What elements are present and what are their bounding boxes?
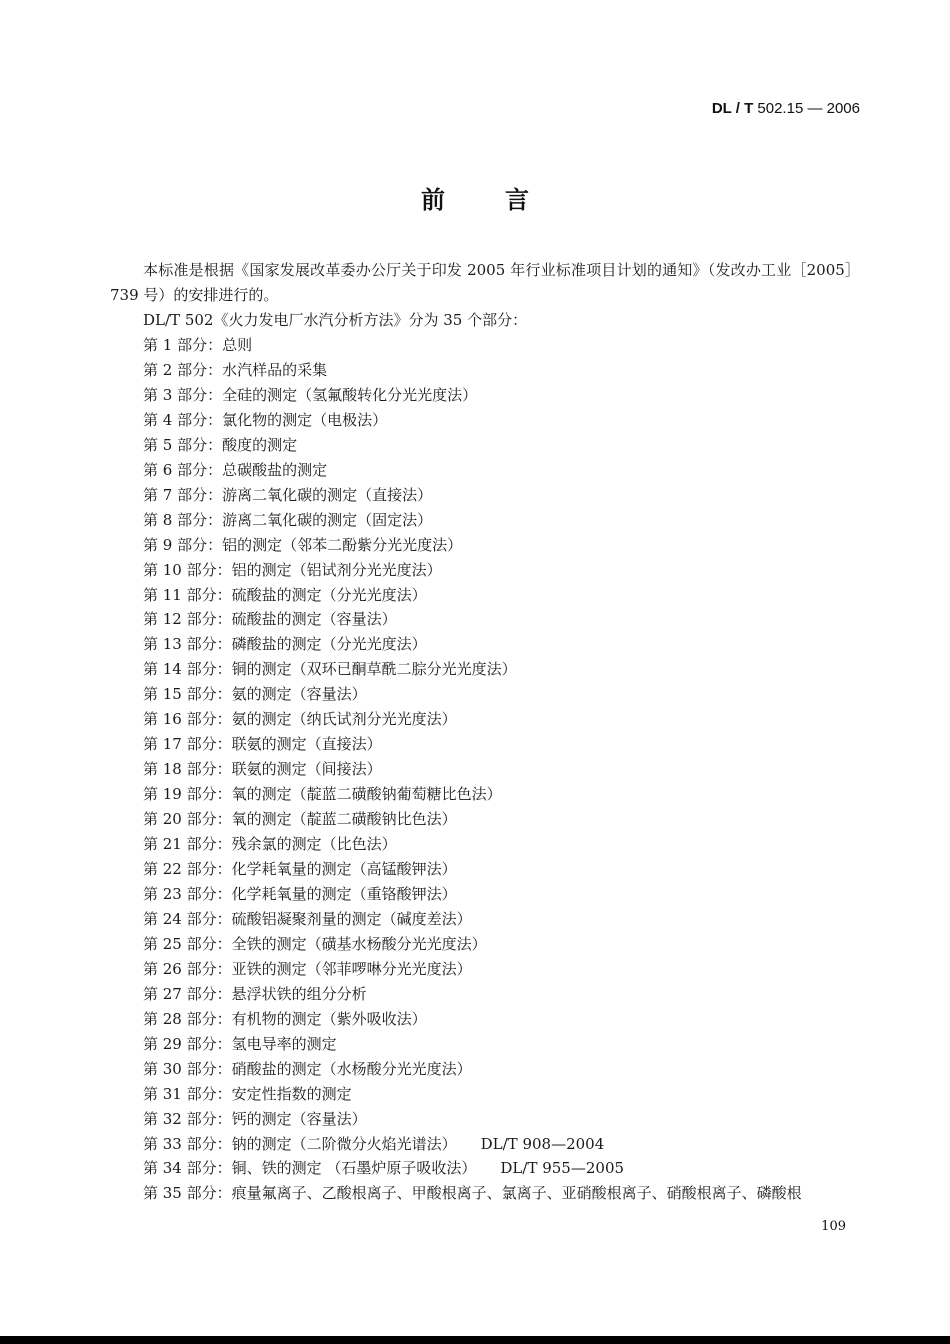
part-label: 第 29 部分： — [143, 1034, 232, 1053]
part-title: 氧的测定（靛蓝二磺酸钠葡萄糖比色法） — [231, 785, 502, 804]
part-title: 游离二氧化碳的测定（固定法） — [222, 510, 433, 529]
part-title: 残余氯的测定（比色法） — [231, 835, 397, 854]
intro-paragraph-1: 本标准是根据《国家发展改革委办公厅关于印发 2005 年行业标准项目计划的通知》（发改办工业［2005］739 号）的安排进行的。 — [110, 261, 860, 304]
part-label: 第 11 部分： — [143, 585, 232, 604]
part-title: 氧的测定（靛蓝二磺酸钠比色法） — [231, 810, 457, 829]
list-item — [110, 508, 860, 533]
part-label: 第 15 部分： — [143, 685, 232, 704]
part-title: 化学耗氧量的测定（重铬酸钾法） — [231, 884, 457, 903]
part-title: 氯化物的测定（电极法） — [222, 410, 388, 429]
part-label: 第 13 部分： — [143, 635, 232, 654]
list-item — [110, 1107, 860, 1132]
part-title: 氨的测定（容量法） — [231, 685, 367, 704]
part-title: 铝的测定（铝试剂分光光度法） — [231, 560, 442, 579]
part-title: 钠的测定（二阶微分火焰光谱法） — [231, 1134, 457, 1153]
list-item — [110, 1032, 860, 1057]
part-label: 第 16 部分： — [143, 710, 232, 729]
list-item — [110, 533, 860, 558]
list-item — [110, 383, 860, 408]
part-label: 第 30 部分： — [143, 1059, 232, 1078]
list-item — [110, 483, 860, 508]
part-title: 氢电导率的测定 — [231, 1034, 337, 1053]
list-item — [110, 1057, 860, 1082]
part-label: 第 12 部分： — [143, 610, 232, 629]
list-item — [110, 632, 860, 657]
part-label: 第 4 部分： — [143, 410, 223, 429]
part-label: 第 7 部分： — [143, 485, 223, 504]
standard-code-prefix: DL / T — [711, 100, 754, 117]
part-label: 第 35 部分： — [143, 1184, 232, 1203]
part-title: 化学耗氧量的测定（高锰酸钾法） — [231, 860, 457, 879]
list-item — [110, 732, 860, 757]
part-title: 联氨的测定（直接法） — [231, 735, 382, 754]
part-label: 第 2 部分： — [143, 360, 223, 379]
standard-code-header — [712, 100, 860, 117]
list-item — [110, 682, 860, 707]
page-title: 前言 — [421, 186, 589, 214]
list-item — [110, 982, 860, 1007]
list-item — [110, 607, 860, 632]
bottom-border — [0, 1336, 950, 1344]
list-item — [110, 782, 860, 807]
part-label: 第 18 部分： — [143, 760, 232, 779]
standard-code-number: 502.15 — 2006 — [757, 100, 860, 117]
part-title: 硫酸盐的测定（容量法） — [231, 610, 397, 629]
part-label: 第 6 部分： — [143, 460, 223, 479]
part-title: 铜、铁的测定 （石墨炉原子吸收法） — [231, 1159, 477, 1178]
part-label: 第 20 部分： — [143, 810, 232, 829]
part-title: 安定性指数的测定 — [231, 1084, 352, 1103]
list-item — [110, 1132, 860, 1157]
part-label: 第 8 部分： — [143, 510, 223, 529]
part-label: 第 24 部分： — [143, 909, 232, 928]
list-item — [110, 1082, 860, 1107]
part-title: 联氨的测定（间接法） — [231, 760, 382, 779]
part-title: 硫酸铝凝聚剂量的测定（碱度差法） — [231, 909, 472, 928]
part-label: 第 19 部分： — [143, 785, 232, 804]
list-item — [110, 807, 860, 832]
part-label: 第 28 部分： — [143, 1009, 232, 1028]
part-label: 第 32 部分： — [143, 1109, 232, 1128]
part-title: 水汽样品的采集 — [222, 360, 328, 379]
part-label: 第 31 部分： — [143, 1084, 232, 1103]
part-label: 第 3 部分： — [143, 385, 223, 404]
part-label: 第 21 部分： — [143, 835, 232, 854]
part-label: 第 9 部分： — [143, 535, 223, 554]
part-label: 第 23 部分： — [143, 884, 232, 903]
part-label: 第 34 部分： — [143, 1159, 232, 1178]
list-item — [110, 857, 860, 882]
part-label: 第 14 部分： — [143, 660, 232, 679]
list-item — [110, 558, 860, 583]
part-title: 游离二氧化碳的测定（直接法） — [222, 485, 433, 504]
part-title: 铝的测定（邻苯二酚紫分光光度法） — [222, 535, 463, 554]
part-title: 全硅的测定（氢氟酸转化分光光度法） — [222, 385, 478, 404]
part-label: 第 1 部分： — [143, 336, 223, 354]
part-label: 第 26 部分： — [143, 959, 232, 978]
document-body — [110, 258, 860, 1206]
part-label: 第 27 部分： — [143, 984, 232, 1003]
part-title: 全铁的测定（磺基水杨酸分光光度法） — [231, 934, 487, 953]
part-title: 硝酸盐的测定（水杨酸分光光度法） — [231, 1059, 472, 1078]
part-title: 磷酸盐的测定（分光光度法） — [231, 635, 427, 654]
part-title: 总碳酸盐的测定 — [222, 460, 328, 479]
list-item — [110, 757, 860, 782]
list-item — [110, 433, 860, 458]
part-title: 亚铁的测定（邻菲啰啉分光光度法） — [231, 959, 472, 978]
list-item — [110, 907, 860, 932]
list-item — [110, 957, 860, 982]
part-label: 第 22 部分： — [143, 860, 232, 879]
intro-paragraph-2: DL/T 502《火力发电厂水汽分析方法》分为 35 个部分： — [143, 311, 528, 329]
list-item — [110, 932, 860, 957]
part-title: 硫酸盐的测定（分光光度法） — [231, 585, 427, 604]
part-title: 痕量氟离子、乙酸根离子、甲酸根离子、氯离子、亚硝酸根离子、硝酸根离子、磷酸根 — [231, 1184, 802, 1203]
list-item — [110, 1007, 860, 1032]
part-title: 钙的测定（容量法） — [231, 1109, 367, 1128]
list-item — [110, 458, 860, 483]
part-label: 第 10 部分： — [143, 560, 232, 579]
part-standard-ref: DL/T 955—2005 — [500, 1159, 625, 1178]
list-item — [110, 707, 860, 732]
part-title: 氨的测定（纳氏试剂分光光度法） — [231, 710, 457, 729]
list-item — [110, 333, 860, 358]
list-item — [110, 358, 860, 383]
list-item — [110, 583, 860, 608]
part-label: 第 5 部分： — [143, 435, 223, 454]
part-label: 第 17 部分： — [143, 735, 232, 754]
part-title: 悬浮状铁的组分分析 — [231, 984, 367, 1003]
part-title: 有机物的测定（紫外吸收法） — [231, 1009, 427, 1028]
list-item — [110, 832, 860, 857]
list-item — [110, 408, 860, 433]
part-title: 酸度的测定 — [222, 435, 298, 454]
parts-list — [110, 333, 860, 1206]
part-title: 总则 — [222, 336, 253, 354]
part-label: 第 25 部分： — [143, 934, 232, 953]
part-label: 第 33 部分： — [143, 1134, 232, 1153]
list-item — [110, 1181, 860, 1206]
list-item — [110, 882, 860, 907]
part-title: 铜的测定（双环已酮草酰二腙分光光度法） — [231, 660, 517, 679]
list-item — [110, 657, 860, 682]
list-item — [110, 1156, 860, 1181]
part-standard-ref: DL/T 908—2004 — [480, 1134, 605, 1153]
page-number: 109 — [821, 1219, 846, 1234]
